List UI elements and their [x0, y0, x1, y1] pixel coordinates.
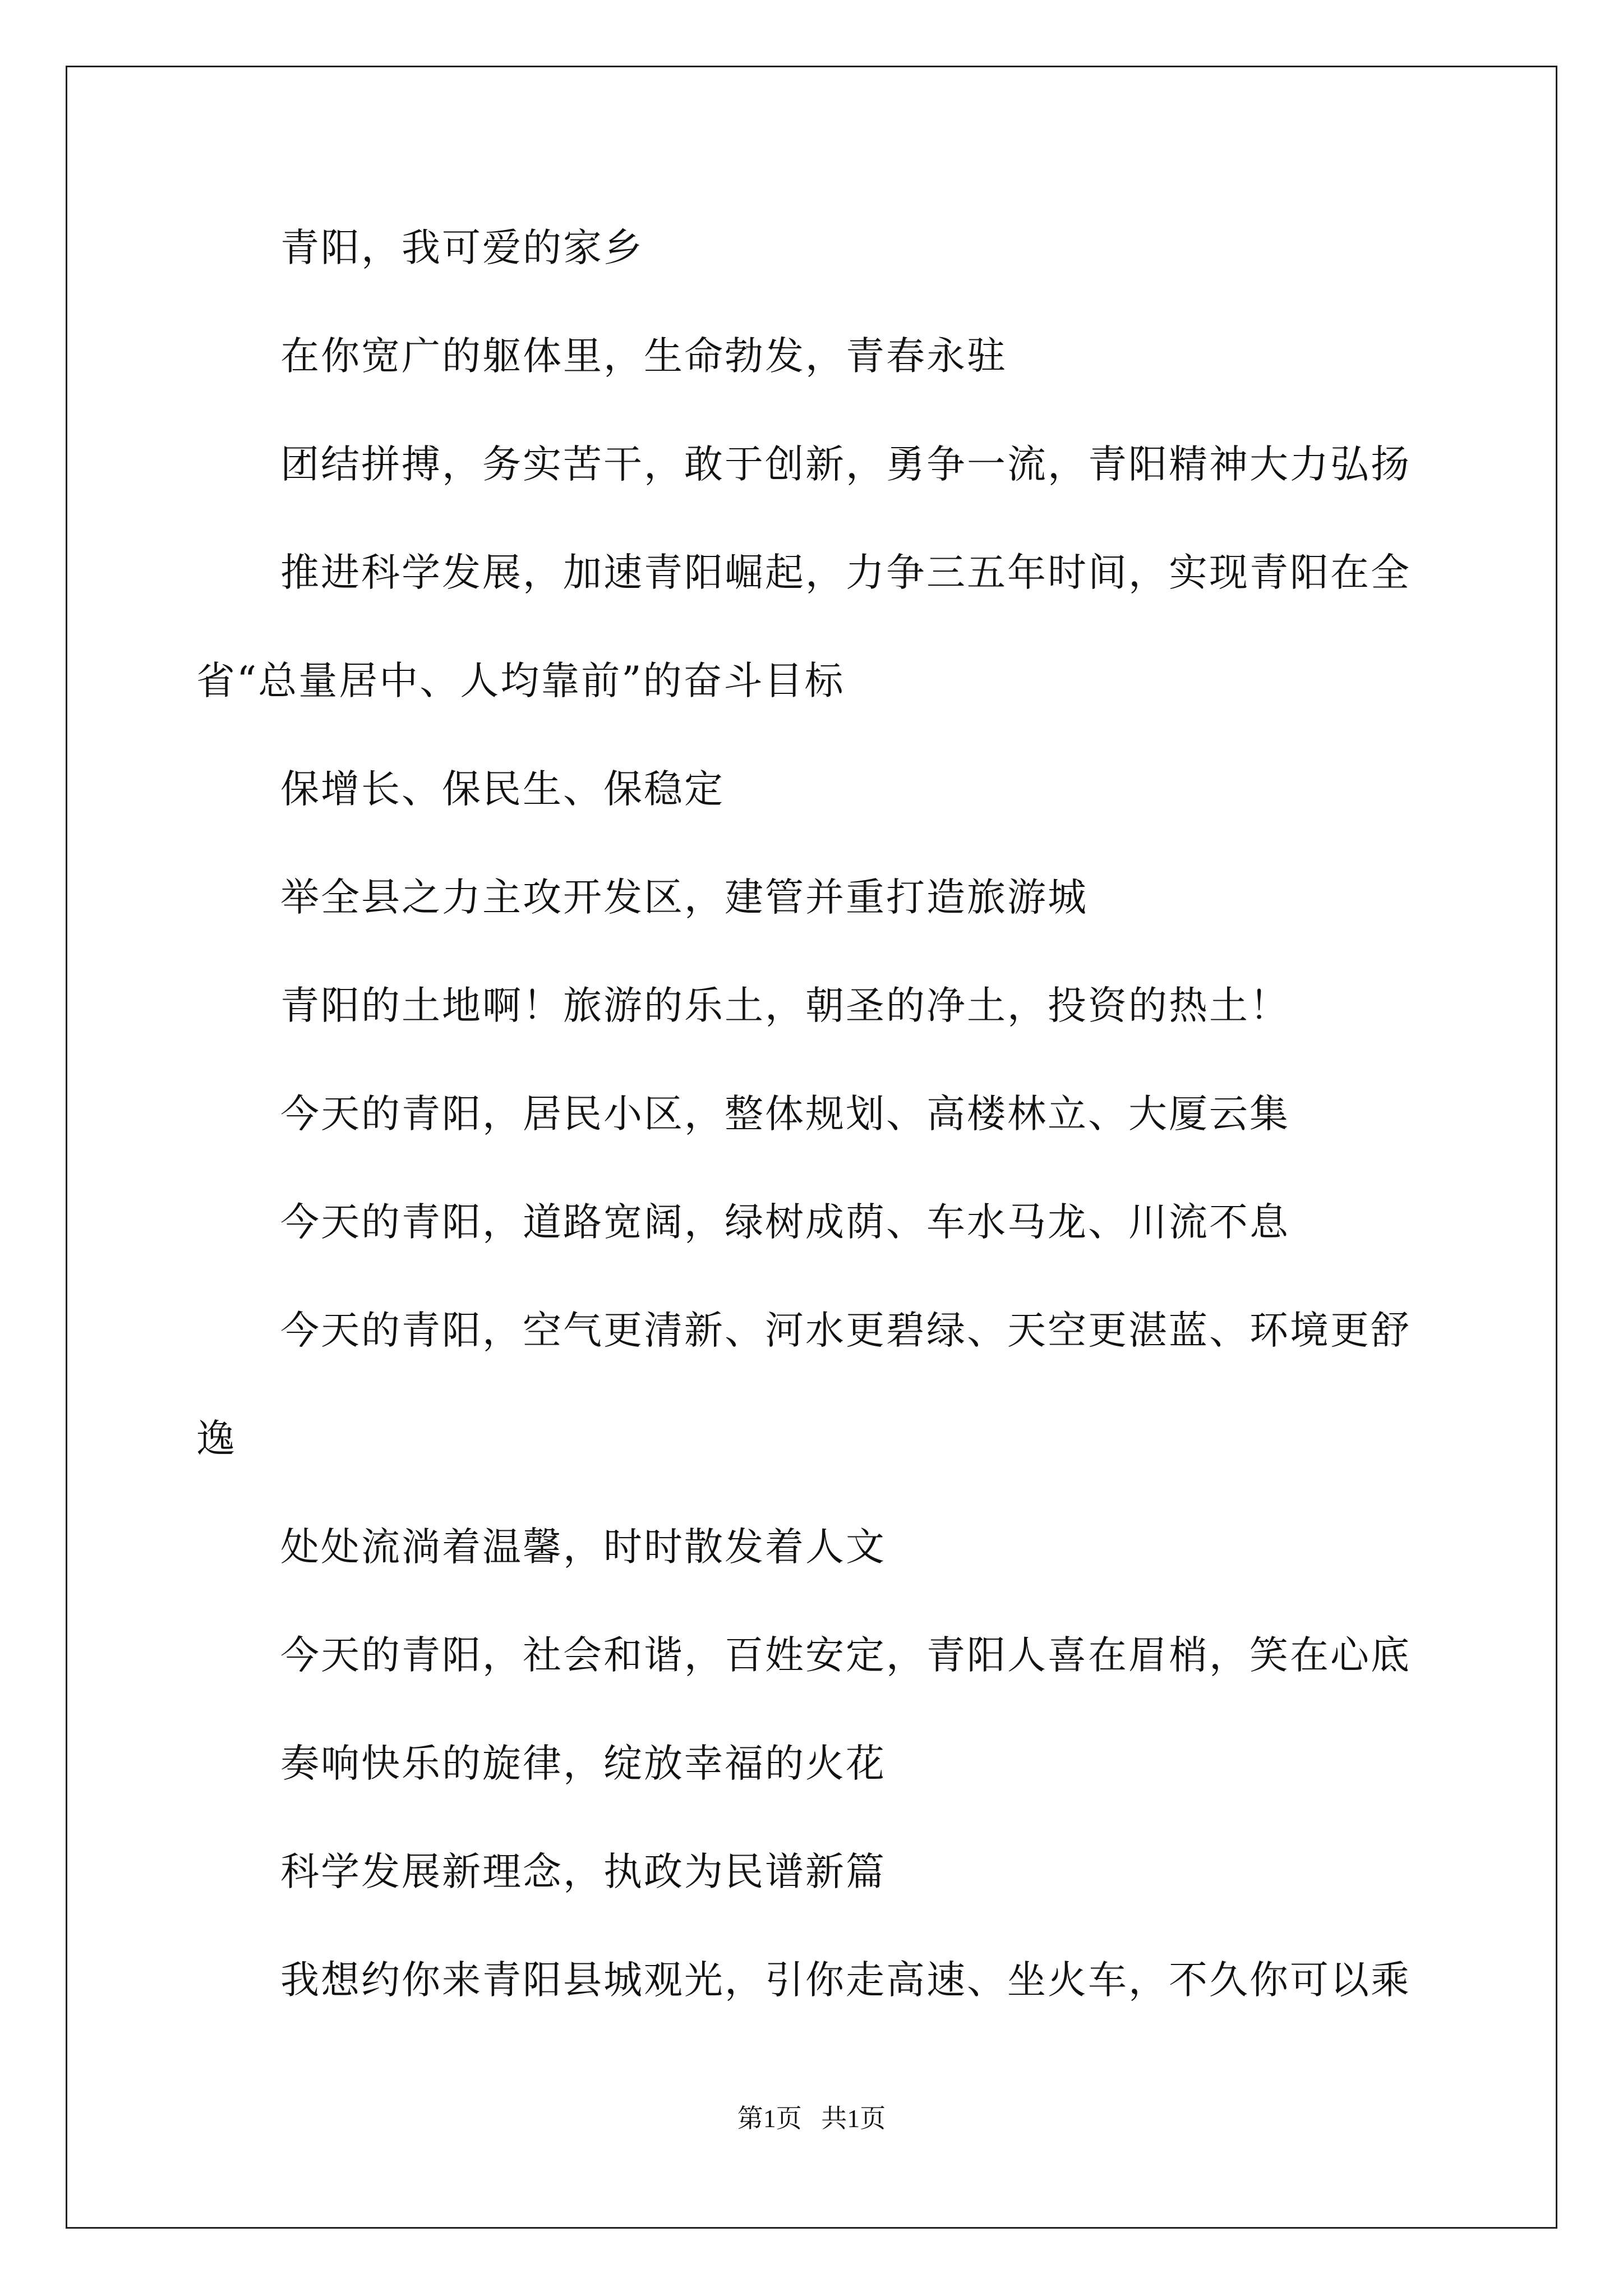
- text-line: 今天的青阳，空气更清新、河水更碧绿、天空更湛蓝、环境更舒: [280, 1308, 1411, 1353]
- text-line: 我想约你来青阳县城观光，引你走高速、坐火车，不久你可以乘: [280, 1958, 1411, 2003]
- text-line: 奏响快乐的旋律，绽放幸福的火花: [280, 1741, 886, 1786]
- text-line: 保增长、保民生、保稳定: [280, 767, 725, 812]
- text-line: 青阳的土地啊！旅游的乐土，朝圣的净土，投资的热土！: [280, 983, 1290, 1028]
- text-line: 今天的青阳，社会和谐，百姓安定，青阳人喜在眉梢，笑在心底: [280, 1633, 1411, 1678]
- text-line: 今天的青阳，道路宽阔，绿树成荫、车水马龙、川流不息: [280, 1200, 1290, 1245]
- text-line: 逸: [196, 1416, 237, 1461]
- text-line: 举全县之力主攻开发区，建管并重打造旅游城: [280, 875, 1088, 920]
- text-line: 省“总量居中、人均靠前”的奋斗目标: [196, 659, 845, 703]
- text-line: 科学发展新理念，执政为民谱新篇: [280, 1849, 886, 1894]
- page-number-footer: 第1页 共1页: [737, 2104, 886, 2133]
- text-line: 在你宽广的躯体里，生命勃发，青春永驻: [280, 334, 1007, 379]
- text-line: 处处流淌着温馨，时时散发着人文: [280, 1525, 886, 1570]
- page-border: [66, 66, 1557, 2229]
- text-line: 青阳，我可爱的家乡: [280, 226, 644, 270]
- text-line: 团结拼搏，务实苦干，敢于创新，勇争一流，青阳精神大力弘扬: [280, 442, 1411, 487]
- text-line: 今天的青阳，居民小区，整体规划、高楼林立、大厦云集: [280, 1092, 1290, 1137]
- text-line: 推进科学发展，加速青阳崛起，力争三五年时间，实现青阳在全: [280, 550, 1411, 595]
